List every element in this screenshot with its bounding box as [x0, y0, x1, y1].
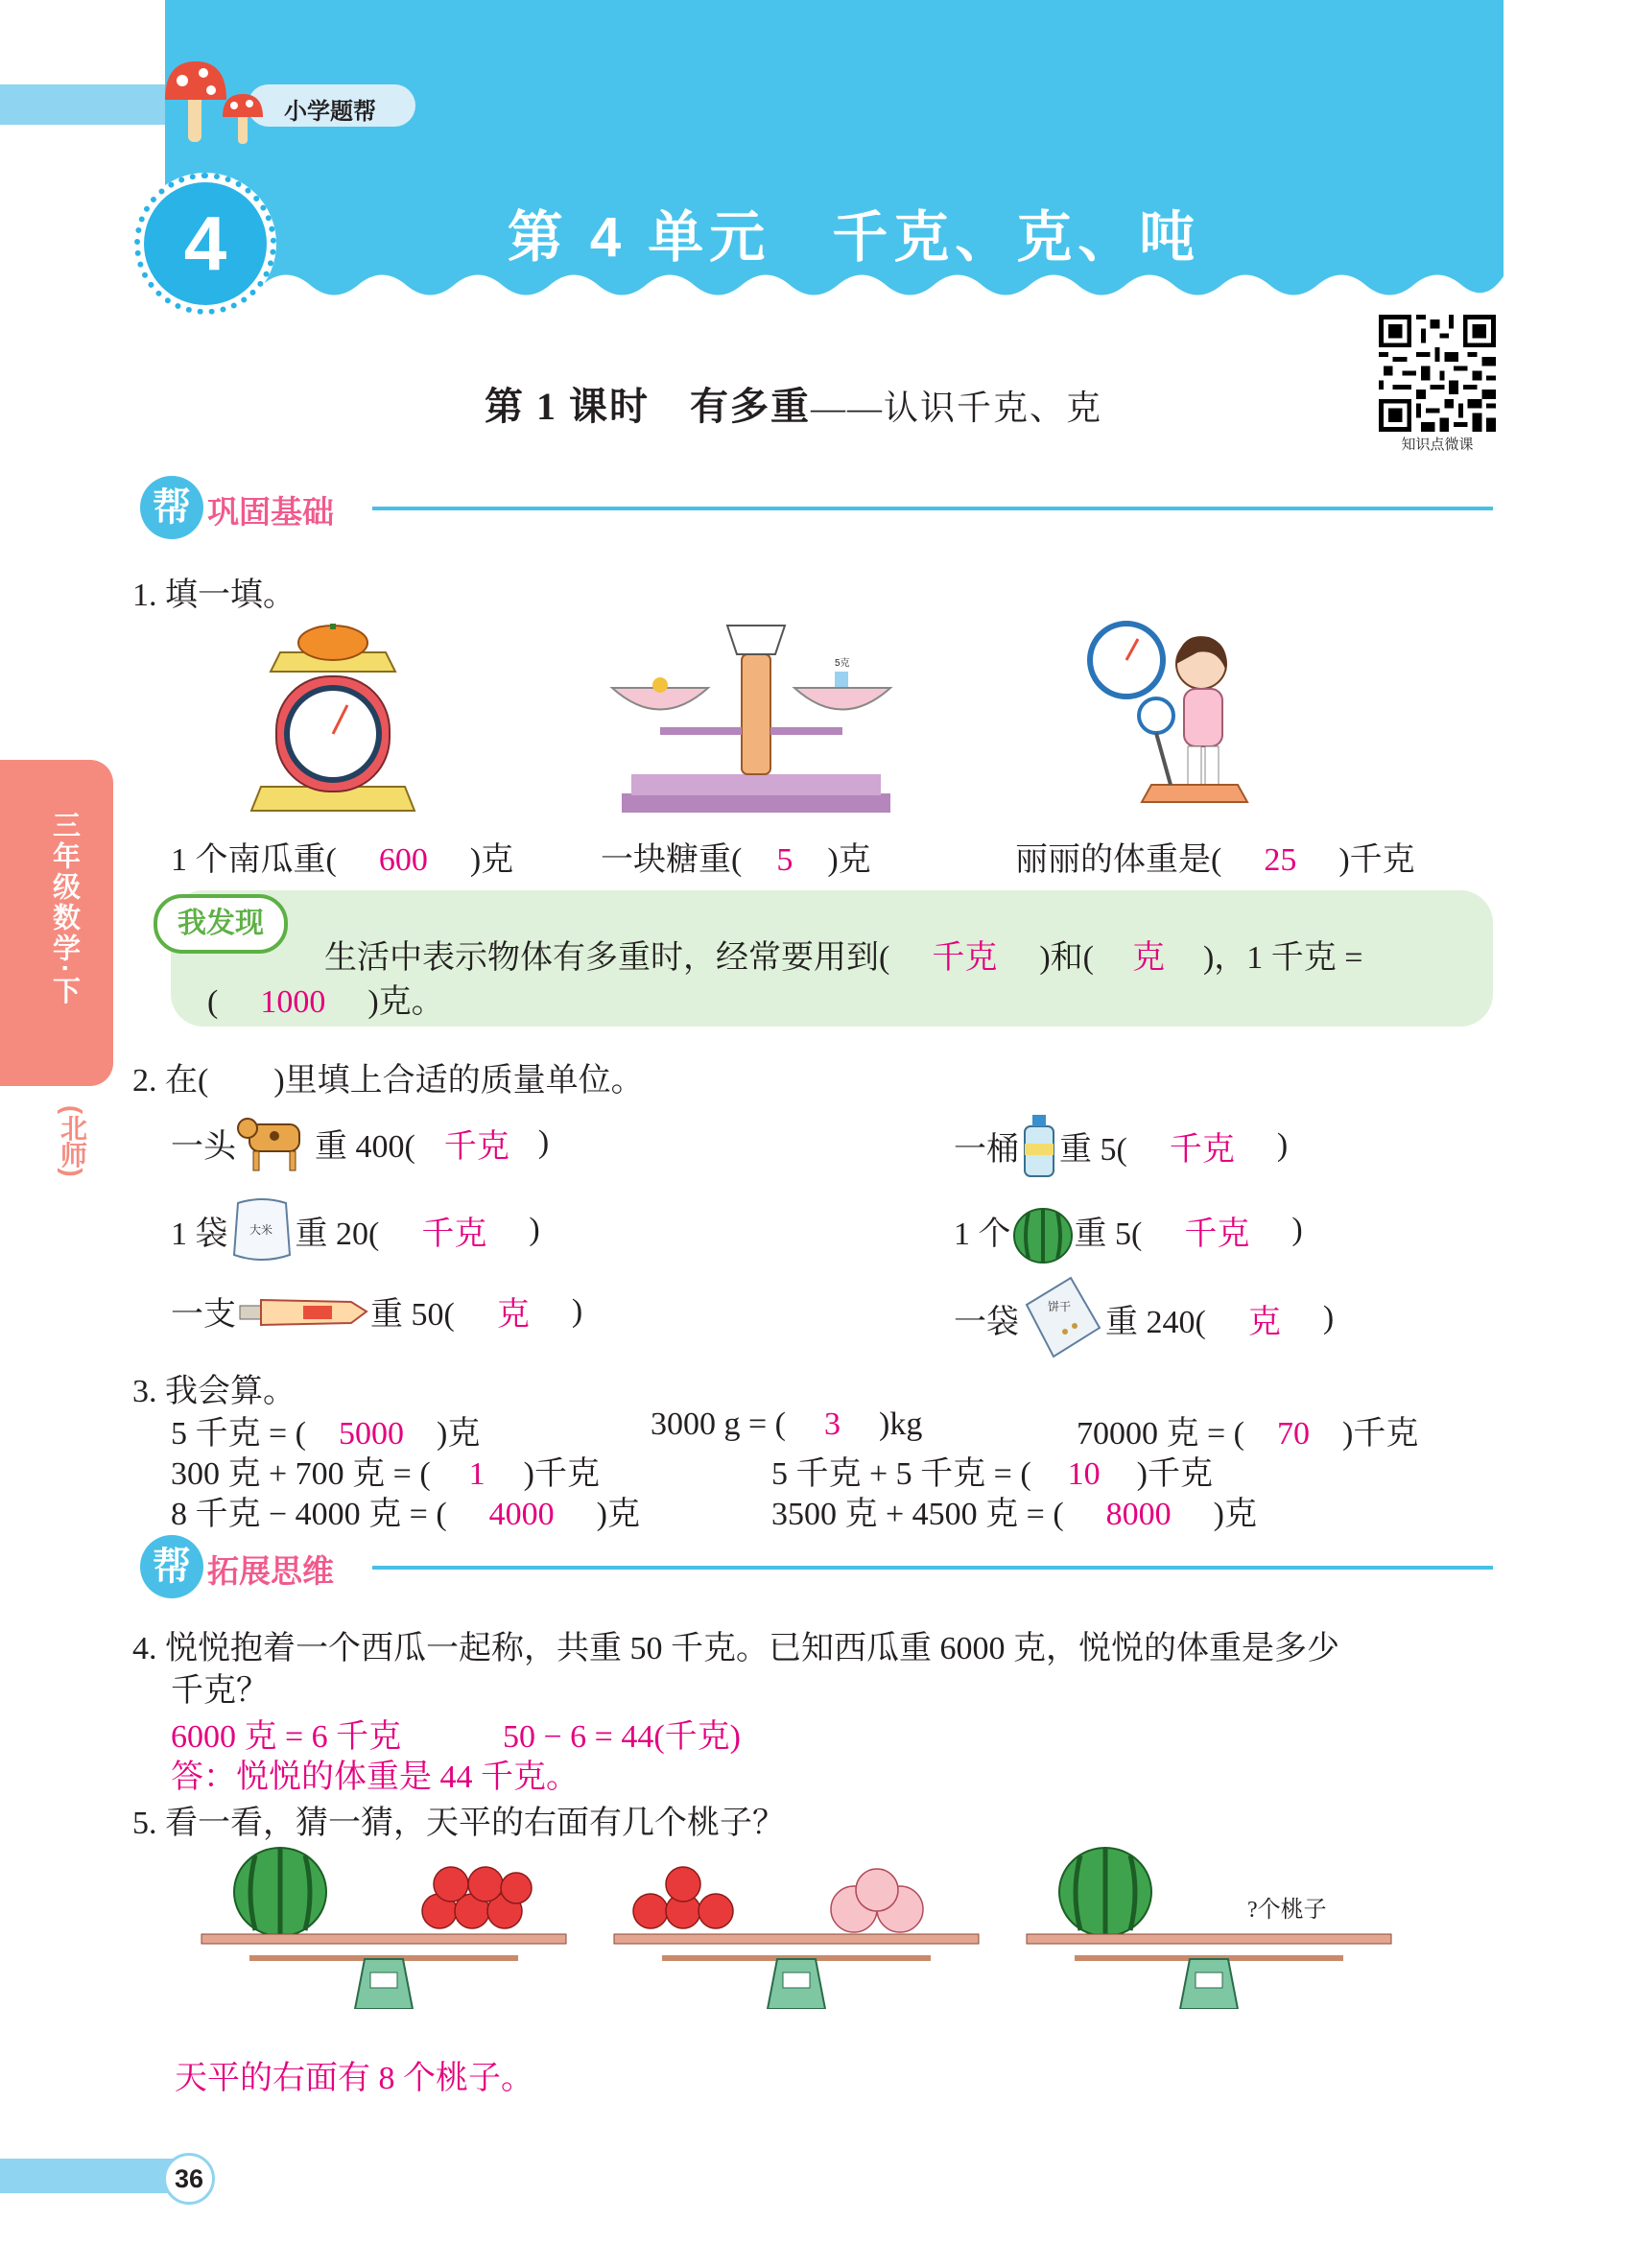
q2-item-cow: 一头 重 400( 千克 )	[171, 1111, 549, 1174]
pumpkin-scale-illustration	[242, 624, 424, 815]
q2-item-biscuit: 一袋 饼干 重 240( 克 )	[954, 1276, 1334, 1360]
q2-item-rice: 1 袋 大米 重 20( 千克 )	[171, 1195, 540, 1264]
candy-balance-illustration	[603, 616, 910, 817]
discover-answer-g: 克	[1131, 940, 1165, 976]
side-tab-grade: 三年级数学·下	[49, 811, 80, 1007]
section-basic-label: 巩固基础	[207, 494, 334, 530]
q1-title: 1. 填一填。	[132, 578, 296, 613]
side-tab-edition: (北师)	[58, 1105, 87, 1177]
discover-line-1: 生活中表示物体有多重时，经常要用到( 千克 )和( 克 )，1 千克 =	[324, 940, 1363, 976]
qr-code-icon[interactable]	[1379, 315, 1496, 432]
brand-name: 小学题帮	[284, 99, 376, 125]
page-number-strip	[0, 2159, 178, 2193]
q5-title: 5. 看一看，猜一猜，天平的右面有几个桃子？	[132, 1806, 785, 1841]
q4-line-2: 千克？	[171, 1673, 269, 1709]
unit-number: 4	[144, 182, 267, 305]
q3-item-2: 3000 g = ( 3 )kg	[651, 1406, 923, 1442]
lesson-title-main: 第 1 课时 有多重	[485, 385, 811, 428]
section-extend-line	[372, 1566, 1493, 1570]
q3-answer-2: 3	[824, 1406, 841, 1442]
qr-caption: 知识点微课	[1401, 437, 1474, 453]
q2-answer-watermelon: 千克	[1184, 1216, 1250, 1252]
section-extend-label: 拓展思维	[207, 1553, 334, 1589]
q2-answer-bucket: 千克	[1169, 1131, 1235, 1168]
unit-title: 第 4 单元 千克、克、吨	[507, 206, 1201, 269]
q2-item-toothpaste: 一支 重 50( 克 )	[171, 1288, 582, 1335]
q1-item-lili: 丽丽的体重是( 25 )千克	[1015, 842, 1415, 878]
balance-watermelon-vs-apples	[192, 1840, 576, 2009]
section-basic-line	[372, 507, 1493, 510]
q2-item-bucket: 一桶 重 5( 千克 )	[954, 1111, 1288, 1180]
discover-answer-kg: 千克	[932, 940, 998, 976]
section-basic-char: 帮	[140, 476, 203, 539]
discover-badge: 我发现	[154, 894, 288, 954]
girl-weighing-illustration	[1084, 620, 1267, 821]
q2-title: 2. 在( )里填上合适的质量单位。	[132, 1063, 644, 1099]
discover-answer-1000: 1000	[260, 984, 326, 1020]
section-extend-char: 帮	[140, 1535, 203, 1598]
q1-answer-candy: 5	[776, 842, 793, 878]
q2-answer-cow: 千克	[443, 1128, 509, 1165]
q2-answer-biscuit: 克	[1247, 1304, 1281, 1340]
q2-item-watermelon: 1 个 重 5( 千克 )	[954, 1195, 1303, 1264]
weight-5g-label: 5克	[835, 658, 850, 669]
q3-answer-5: 10	[1067, 1456, 1101, 1492]
q3-answer-7: 8000	[1105, 1497, 1172, 1532]
q3-title: 3. 我会算。	[132, 1374, 296, 1409]
q3-item-1: 5 千克 = ( 5000 )克	[171, 1416, 481, 1452]
rice-bag-icon	[228, 1195, 296, 1264]
q3-item-5: 5 千克 + 5 千克 = ( 10 )千克	[771, 1456, 1213, 1492]
q1-answer-lili: 25	[1264, 842, 1297, 878]
watermelon-icon	[1011, 1195, 1075, 1264]
svg-text:饼干: 饼干	[1048, 1300, 1072, 1313]
lesson-title	[485, 376, 1102, 431]
q2-answer-toothpaste: 克	[496, 1297, 530, 1333]
water-bucket-icon	[1019, 1111, 1059, 1180]
cow-icon	[236, 1111, 315, 1174]
q4-line-1: 4. 悦悦抱着一个西瓜一起称，共重 50 千克。已知西瓜重 6000 克，悦悦的体重是多少	[132, 1631, 1339, 1666]
page-number: 36	[163, 2153, 215, 2205]
biscuit-bag-icon	[1019, 1276, 1105, 1360]
q3-item-4: 300 克 + 700 克 = ( 1 )千克	[171, 1456, 600, 1492]
svg-text:大米: 大米	[249, 1223, 272, 1237]
toothpaste-icon	[236, 1292, 370, 1331]
mushroom-logo-icon	[161, 56, 276, 150]
q3-answer-1: 5000	[339, 1416, 404, 1452]
q4-work-1: 6000 克 = 6 千克	[171, 1719, 402, 1755]
q4-answer: 答：悦悦的体重是 44 千克。	[171, 1760, 579, 1795]
q3-item-3: 70000 克 = ( 70 )千克	[1077, 1416, 1419, 1452]
discover-line-2: ( 1000 )克。	[207, 984, 444, 1020]
q5-answer: 天平的右面有 8 个桃子。	[175, 2061, 533, 2096]
q1-item-pumpkin: 1 个南瓜重( 600 )克	[171, 842, 514, 878]
q3-item-6: 8 千克 − 4000 克 = ( 4000 )克	[171, 1497, 640, 1532]
q1-item-candy: 一块糖重( 5 )克	[601, 842, 871, 878]
q1-answer-pumpkin: 600	[378, 842, 428, 878]
q3-answer-6: 4000	[488, 1497, 555, 1532]
q3-item-7: 3500 克 + 4500 克 = ( 8000 )克	[771, 1497, 1257, 1532]
q3-answer-3: 70	[1277, 1416, 1310, 1452]
q3-answer-4: 1	[468, 1456, 485, 1492]
unknown-peaches-label: ?个桃子	[1247, 1898, 1327, 1923]
q4-work-2: 50 − 6 = 44(千克)	[503, 1719, 741, 1755]
balance-apples-vs-peaches	[604, 1840, 988, 2009]
lesson-subtitle: ——认识千克、克	[811, 389, 1103, 427]
q2-answer-rice: 千克	[421, 1216, 487, 1252]
balance-watermelon-vs-unknown	[1017, 1840, 1401, 2009]
